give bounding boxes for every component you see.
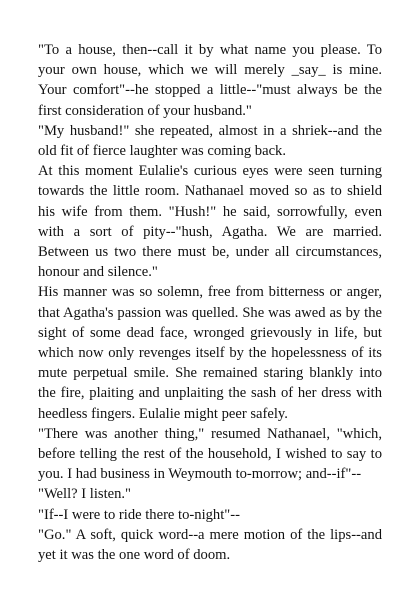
paragraph-7: "If--I were to ride there to-night"-- [38, 506, 240, 523]
paragraph-1: "To a house, then--call it by what name you please. To your own house, which we will merely _say_ is mine. Your comfort"--he stopped a little--"must always be the first consideration of your husband." [38, 42, 382, 119]
paragraph-3: At this moment Eulalie's curious eyes were seen turning towards the little room. Nathanael moved so as to shield his wife from them. "Hush!" he said, sorrowfully, even with a sort of pity--"hush, Agatha. We are married. Between us two there must be, under all circumstances, honour and silence." [38, 163, 382, 281]
paragraph-4: His manner was so solemn, free from bitterness or anger, that Agatha's passion was quelled. She was awed as by the sight of some dead face, wronged grievously in life, but which now only revenges itself by the hopelessness of its mute perpetual smile. She remained staring blankly into the fire, plaiting and unplaiting the sash of her dress with heedless fingers. Eulalie might peer safely. [38, 284, 382, 422]
book-page-text [38, 40, 382, 565]
paragraph-5: "There was another thing," resumed Nathanael, "which, before telling the rest of the household, I wished to say to you. I had business in Weymouth to-morrow; and--if"-- [38, 425, 382, 483]
paragraph-8: "Go." A soft, quick word--a mere motion of the lips--and yet it was the one word of doom. [38, 526, 382, 564]
paragraph-2: "My husband!" she repeated, almost in a shriek--and the old fit of fierce laughter was coming back. [38, 122, 382, 160]
paragraph-6: "Well? I listen." [38, 486, 132, 503]
